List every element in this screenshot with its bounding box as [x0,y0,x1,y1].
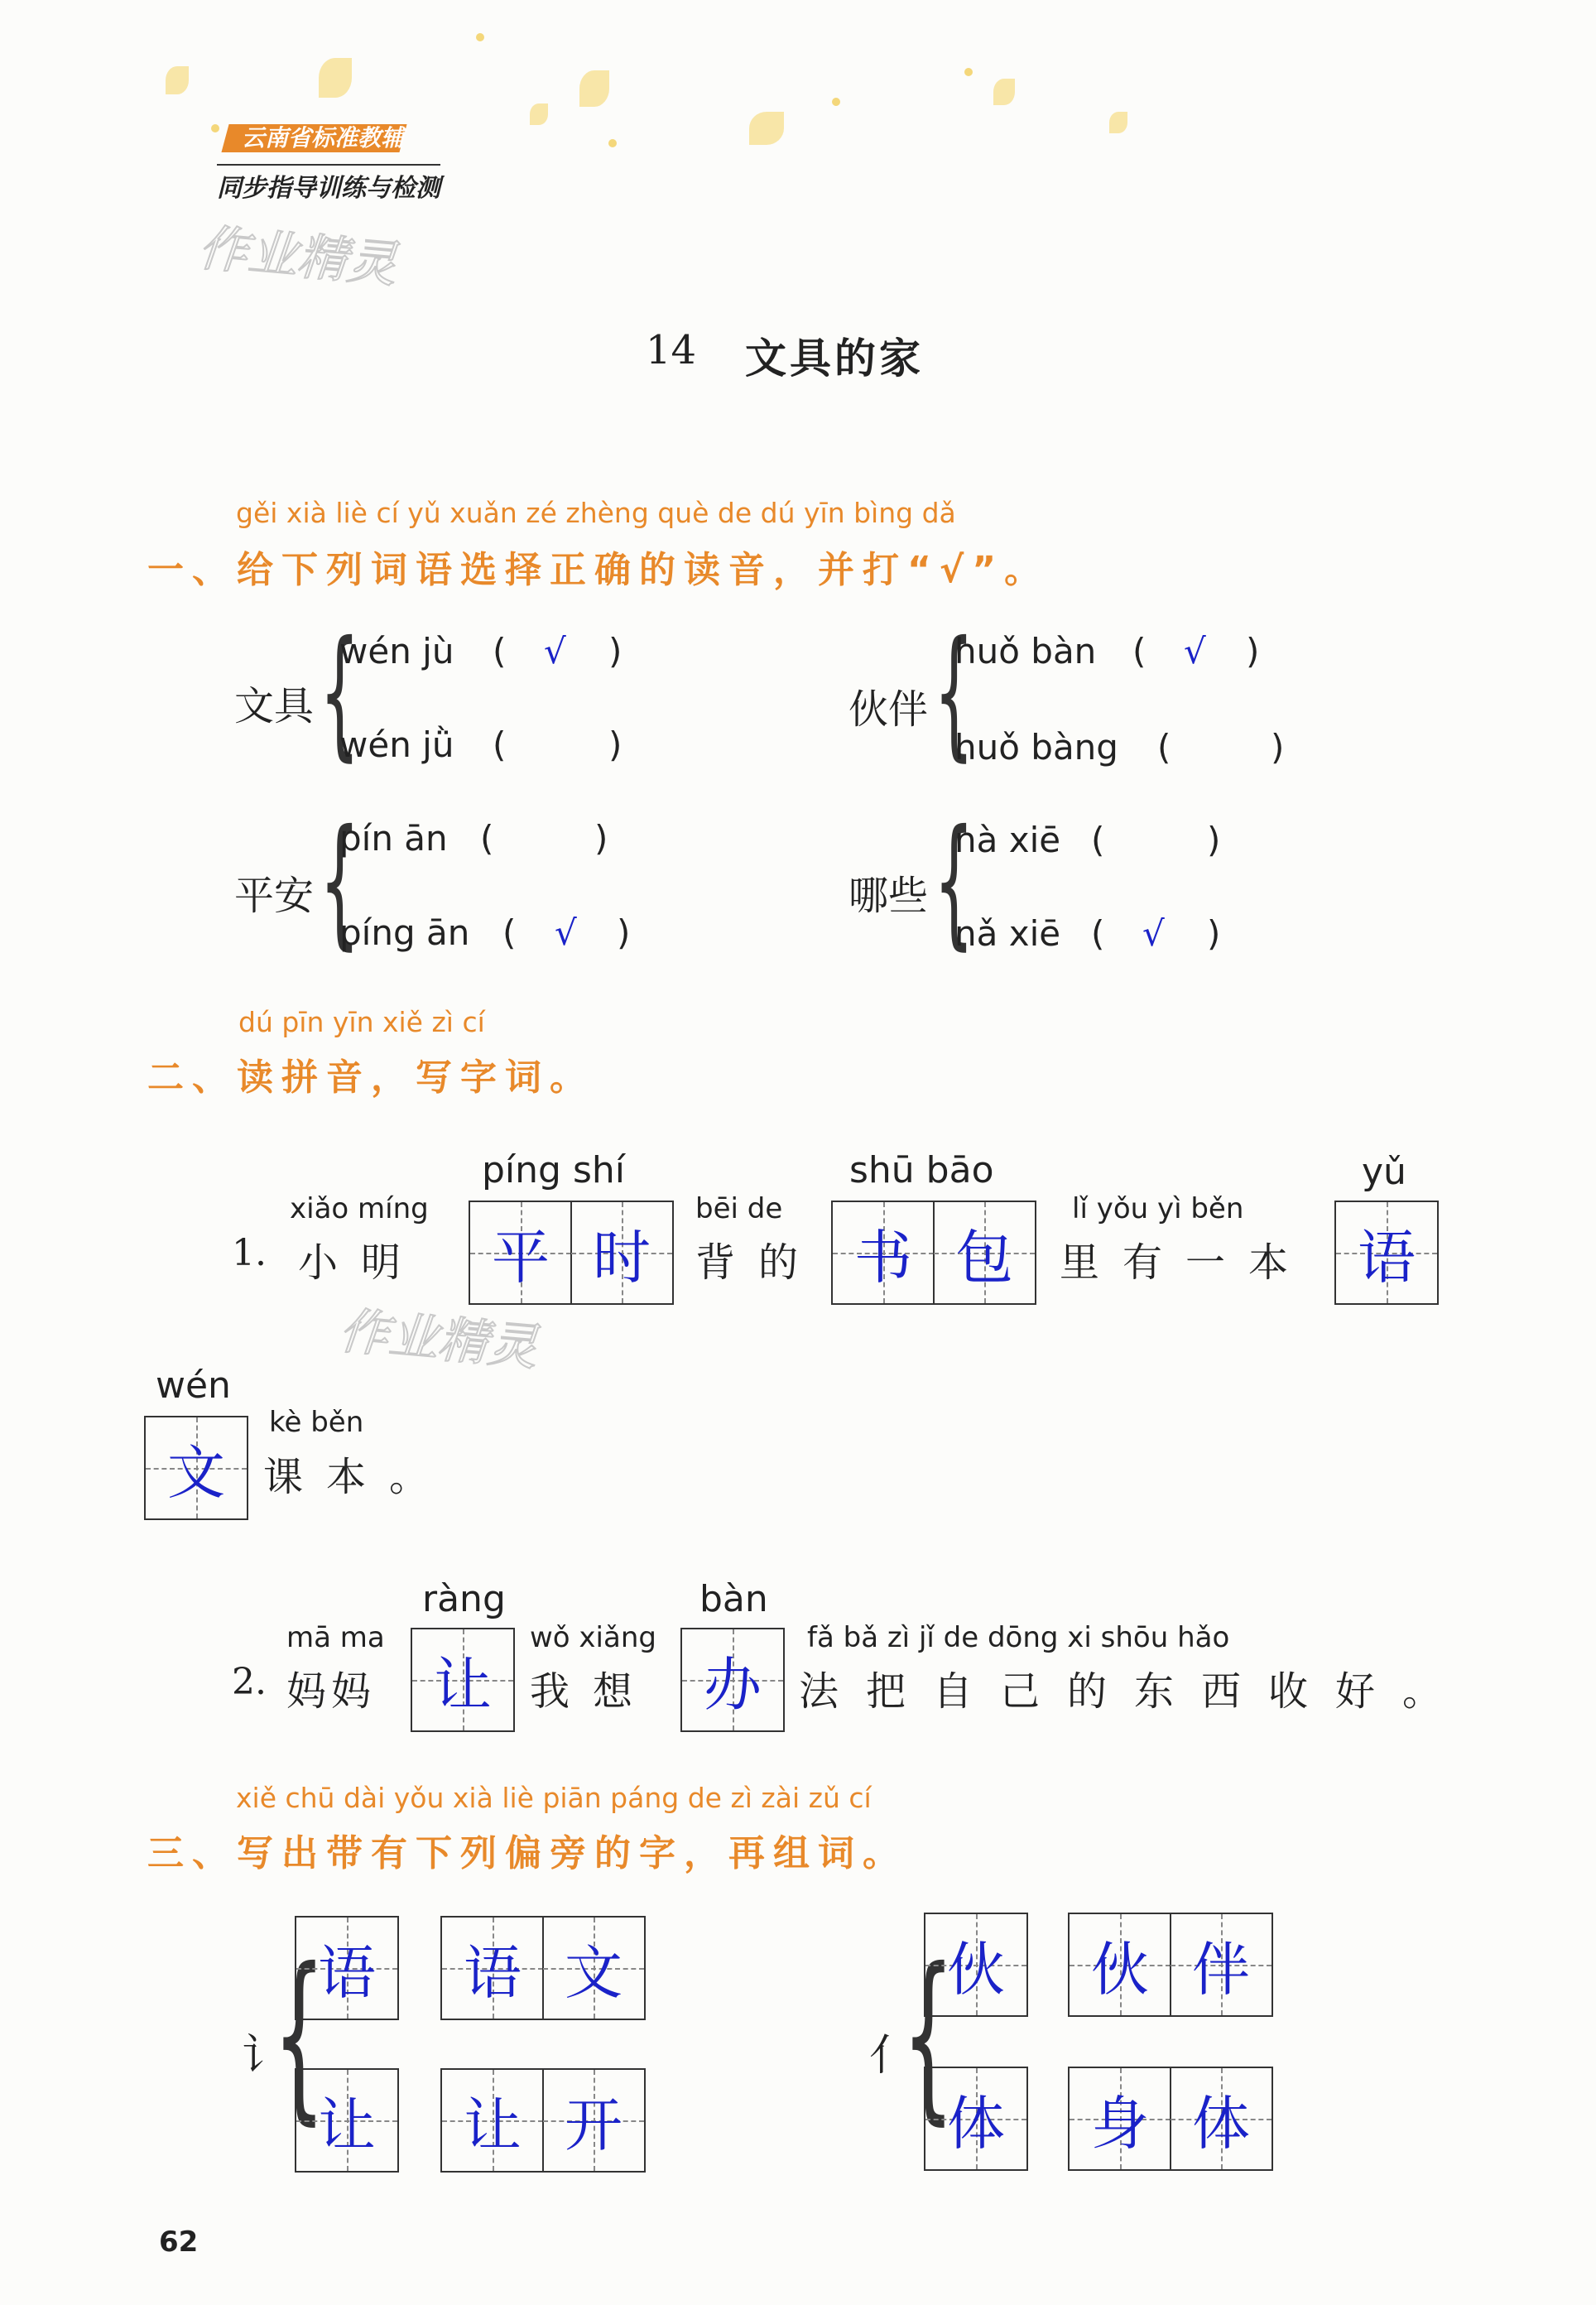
leaf-decoration [319,58,352,98]
leaf-decoration [993,79,1015,105]
dot-decoration [832,98,840,106]
word-pinyin: bēi de [695,1192,783,1225]
radical-yan: 讠 [242,2031,286,2081]
leaf-decoration [166,66,189,94]
dot-decoration [476,33,484,41]
answer-char: 文 [167,1438,225,1507]
word-pinyin: xiǎo míng [290,1192,429,1225]
answer-char: 语 [318,1938,376,2007]
brand-subtitle: 同步指导训练与检测 [217,164,440,204]
answer-box [144,1416,248,1520]
leaf-decoration [749,112,784,145]
answer-char: 伙 [1091,1935,1149,2004]
word-box [440,2068,646,2173]
word-pinyin: wǒ xiǎng [530,1621,656,1654]
answer-box [411,1628,515,1732]
word-text: 法把自己的东西收好。 [799,1668,1470,1715]
option-paren: ) [608,724,623,765]
brace-icon: { [320,611,360,775]
word-pingan: 平安 [234,873,315,919]
box-pinyin: píng shí [482,1149,625,1191]
option-pinyin: huǒ bàn [954,631,1097,671]
word-pinyin: lǐ yǒu yì běn [1072,1192,1244,1225]
answer-char: 让 [464,2091,522,2159]
brace-icon: { [273,1929,325,2141]
option-paren: ( [493,724,507,765]
option-paren: ) [594,818,608,859]
option-paren: ) [1207,913,1221,954]
word-text: 我想 [530,1668,656,1715]
section1-label: 一、给下列词语选择正确的读音，并打“√”。 [147,549,1050,591]
answer-char: 平 [492,1223,550,1292]
brace-icon: { [902,1929,954,2141]
brace-icon: { [934,611,974,775]
word-box [1068,1913,1273,2017]
option-pinyin: huǒ bàng [954,727,1118,768]
answer-char: 文 [565,1938,623,2007]
section1-pinyin: gěi xià liè cí yǔ xuǎn zé zhèng què de dú yīn bìng dǎ [236,497,956,529]
char-box [295,1916,399,2020]
answer-box [1334,1201,1439,1305]
question-number: 1. [232,1232,267,1274]
brand-logo [225,124,416,154]
word-pinyin: kè běn [269,1406,364,1439]
section2-label: 二、读拼音，写字词。 [147,1056,594,1099]
leaf-decoration [530,103,548,125]
brace-icon: { [934,800,974,964]
word-text: 小明 [298,1239,425,1286]
option-paren: ( [1132,631,1147,671]
option-paren: ) [617,912,631,953]
answer-char: 语 [464,1938,522,2007]
section3-pinyin: xiě chū dài yǒu xià liè piān páng de zì zài zǔ cí [236,1782,872,1814]
answer-box [831,1201,1036,1305]
answer-char: 语 [1358,1223,1416,1292]
dot-decoration [964,68,973,76]
option-paren: ( [502,912,517,953]
check-mark: √ [1142,913,1165,954]
option-pinyin: nǎ xiē [954,913,1061,954]
answer-char: 伴 [1192,1935,1250,2004]
char-box [924,2067,1028,2171]
char-box [295,2068,399,2173]
word-pinyin: mā ma [286,1621,385,1654]
brand-top-text: 云南省标准教辅 [242,124,405,152]
answer-char: 包 [955,1223,1013,1292]
char-box [924,1913,1028,2017]
answer-char: 办 [704,1650,762,1719]
option-pinyin: nà xiē [954,820,1061,860]
option-pinyin: wén jù [339,631,454,671]
word-text: 妈妈 [286,1668,377,1715]
answer-box [469,1201,674,1305]
check-mark: √ [1184,631,1206,671]
answer-char: 让 [318,2091,376,2159]
option-paren: ( [1091,913,1105,954]
answer-char: 书 [854,1223,912,1292]
dot-decoration [608,139,617,147]
option-pinyin: wén jǜ [339,724,454,765]
word-box [1068,2067,1273,2171]
answer-char: 时 [593,1223,651,1292]
option-pinyin: pín ān [339,818,448,859]
option-paren: ) [608,631,623,671]
dot-decoration [211,124,219,132]
answer-char: 伙 [947,1935,1005,2004]
word-huoban: 伙伴 [848,686,929,733]
word-wenju: 文具 [234,683,315,729]
box-pinyin: yǔ [1362,1151,1406,1193]
answer-box [680,1628,785,1732]
box-pinyin: bàn [699,1578,768,1620]
section3-label: 三、写出带有下列偏旁的字，再组词。 [147,1832,907,1874]
lesson-number: 14 [646,327,697,373]
option-paren: ( [480,818,494,859]
answer-char: 体 [1192,2089,1250,2158]
watermark: 作业精灵 [336,1302,541,1378]
section2-pinyin: dú pīn yīn xiě zì cí [238,1006,485,1038]
watermark: 作业精灵 [195,219,400,295]
check-mark: √ [555,912,577,953]
word-pinyin: fǎ bǎ zì jǐ de dōng xi shōu hǎo [807,1621,1230,1654]
brace-icon: { [320,800,360,964]
leaf-decoration [579,70,609,107]
option-paren: ( [1091,820,1105,860]
option-pinyin: píng ān [339,912,470,953]
word-text: 背的 [695,1239,822,1286]
page-title: 文具的家 [745,334,924,383]
option-paren: ( [1157,727,1171,768]
word-naxie: 哪些 [848,873,929,919]
radical-ren: 亻 [869,2031,913,2081]
option-paren: ) [1246,631,1260,671]
word-text: 课本。 [263,1454,453,1500]
check-mark: √ [544,631,566,671]
question-number: 2. [232,1661,267,1703]
option-paren: ( [493,631,507,671]
box-pinyin: shū bāo [849,1149,994,1191]
option-paren: ) [1271,727,1285,768]
page-number: 62 [159,2226,199,2259]
answer-char: 开 [565,2091,623,2159]
answer-char: 体 [947,2089,1005,2158]
box-pinyin: ràng [422,1578,506,1620]
box-pinyin: wén [156,1364,231,1407]
option-paren: ) [1207,820,1221,860]
leaf-decoration [1109,112,1127,133]
answer-char: 让 [434,1650,492,1719]
word-text: 里有一本 [1060,1239,1312,1286]
word-box [440,1916,646,2020]
answer-char: 身 [1091,2089,1149,2158]
